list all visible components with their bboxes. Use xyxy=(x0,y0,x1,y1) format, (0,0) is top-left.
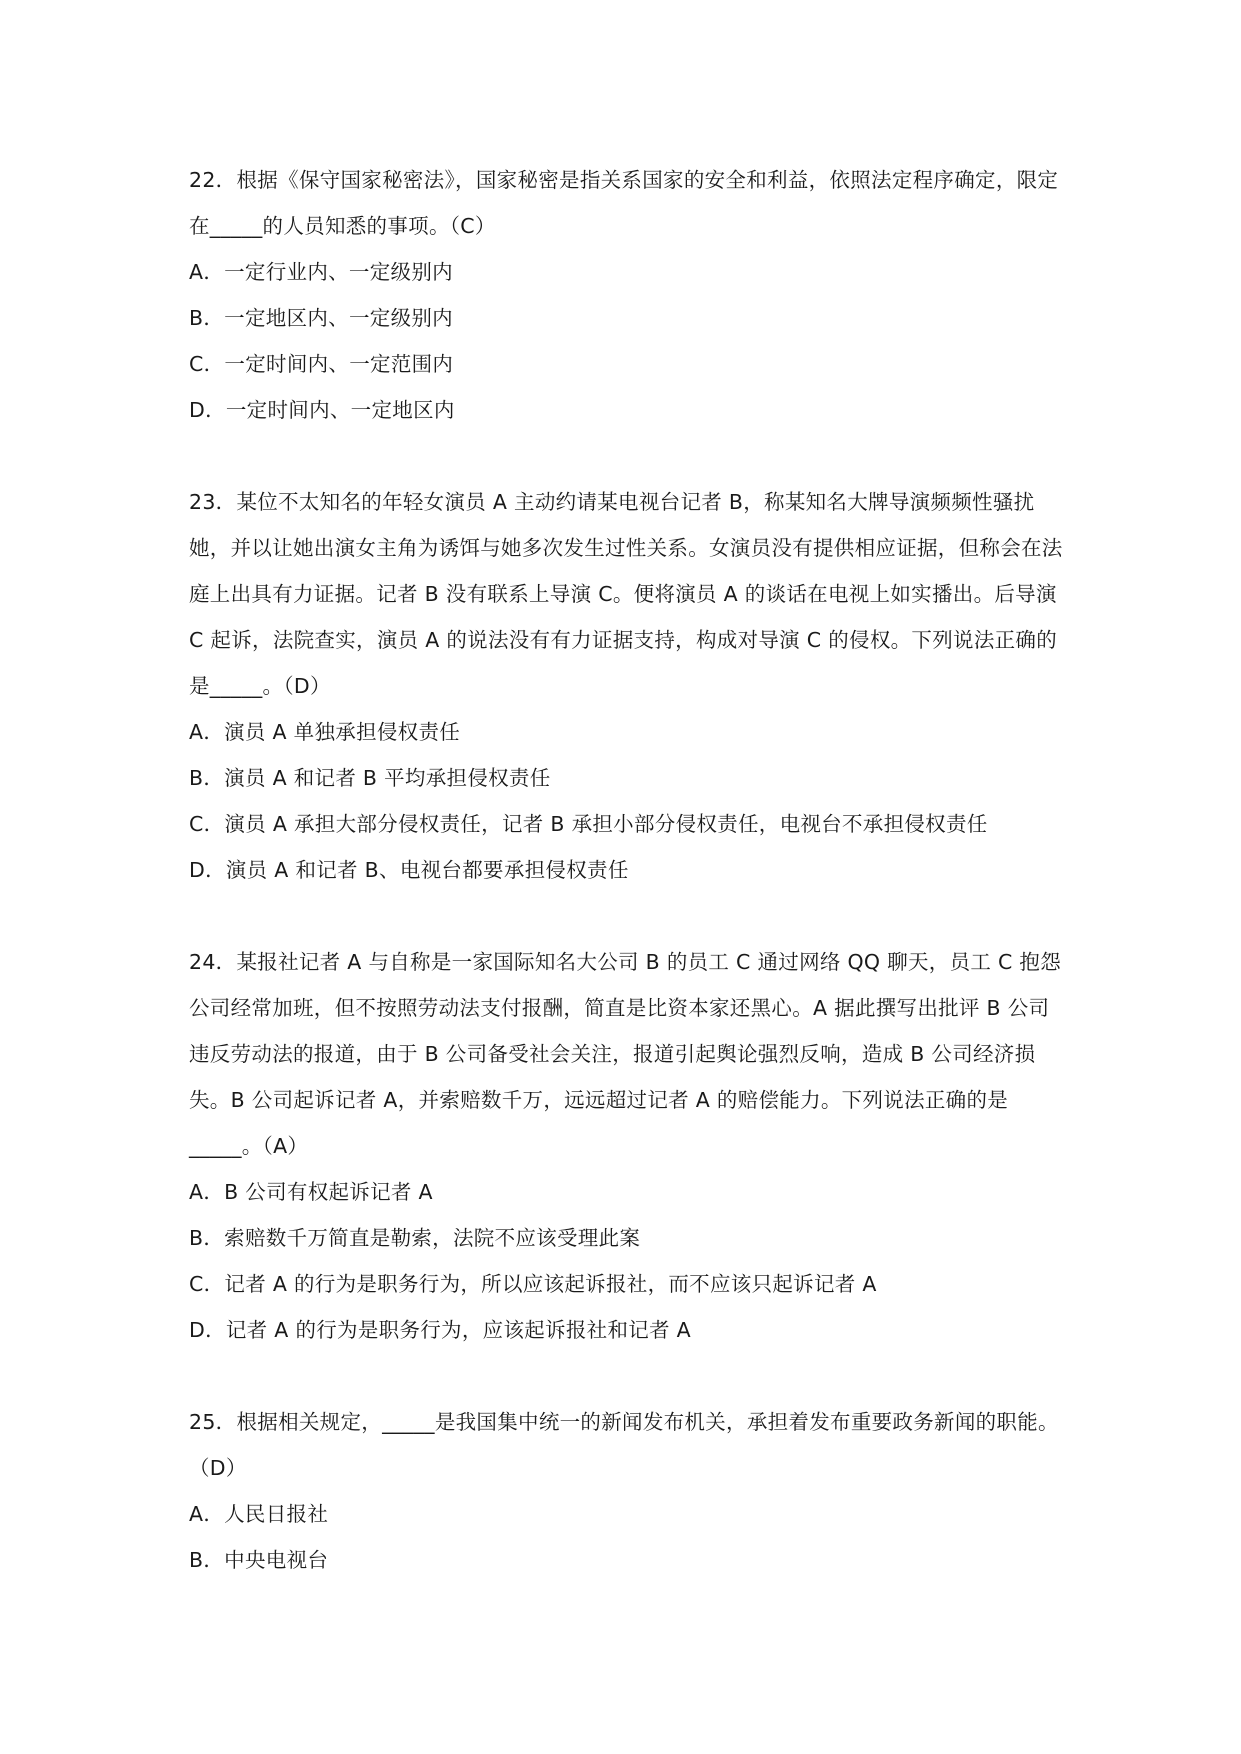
question-23 xyxy=(189,479,1064,893)
option-b: B．一定地区内、一定级别内 xyxy=(189,306,453,330)
question-25 xyxy=(189,1399,1064,1583)
option-d: D．演员 A 和记者 B、电视台都要承担侵权责任 xyxy=(189,858,629,882)
option-b: B．索赔数千万简直是勒索，法院不应该受理此案 xyxy=(189,1226,641,1250)
question-stem: 24．某报社记者 A 与自称是一家国际知名大公司 B 的员工 C 通过网络 QQ 聊天，员工 C 抱怨公司经常加班，但不按照劳动法支付报酬，简直是比资本家还黑心。A 据此撰写出批评 B 公司违反劳动法的报道，由于 B 公司备受社会关注，报道引起舆论强烈反响，造成 B 公司经济损失。B 公司起诉记者 A，并索赔数千万，远远超过记者 A 的赔偿能力。下列说法正确的是_____。（A） xyxy=(189,950,1062,1158)
option-c: C．演员 A 承担大部分侵权责任，记者 B 承担小部分侵权责任，电视台不承担侵权责任 xyxy=(189,812,988,836)
option-a: A．演员 A 单独承担侵权责任 xyxy=(189,720,461,744)
option-c: C．一定时间内、一定范围内 xyxy=(189,352,454,376)
question-stem: 25．根据相关规定，_____是我国集中统一的新闻发布机关，承担着发布重要政务新闻的职能。（D） xyxy=(189,1410,1059,1480)
question-24 xyxy=(189,939,1064,1353)
option-d: D．一定时间内、一定地区内 xyxy=(189,398,455,422)
option-a: A．人民日报社 xyxy=(189,1502,329,1526)
question-stem: 23．某位不太知名的年轻女演员 A 主动约请某电视台记者 B，称某知名大牌导演频频性骚扰她，并以让她出演女主角为诱饵与她多次发生过性关系。女演员没有提供相应证据，但称会在法庭上出具有力证据。记者 B 没有联系上导演 C。便将演员 A 的谈话在电视上如实播出。后导演 C 起诉，法院查实，演员 A 的说法没有有力证据支持，构成对导演 C 的侵权。下列说法正确的是_____。（D） xyxy=(189,490,1063,698)
question-22 xyxy=(189,157,1064,433)
question-stem: 22．根据《保守国家秘密法》，国家秘密是指关系国家的安全和利益，依照法定程序确定，限定在_____的人员知悉的事项。（C） xyxy=(189,168,1059,238)
option-b: B．演员 A 和记者 B 平均承担侵权责任 xyxy=(189,766,551,790)
option-a: A．B 公司有权起诉记者 A xyxy=(189,1180,433,1204)
option-d: D．记者 A 的行为是职务行为，应该起诉报社和记者 A xyxy=(189,1318,691,1342)
option-c: C．记者 A 的行为是职务行为，所以应该起诉报社，而不应该只起诉记者 A xyxy=(189,1272,877,1296)
option-a: A．一定行业内、一定级别内 xyxy=(189,260,453,284)
option-b: B．中央电视台 xyxy=(189,1548,329,1572)
